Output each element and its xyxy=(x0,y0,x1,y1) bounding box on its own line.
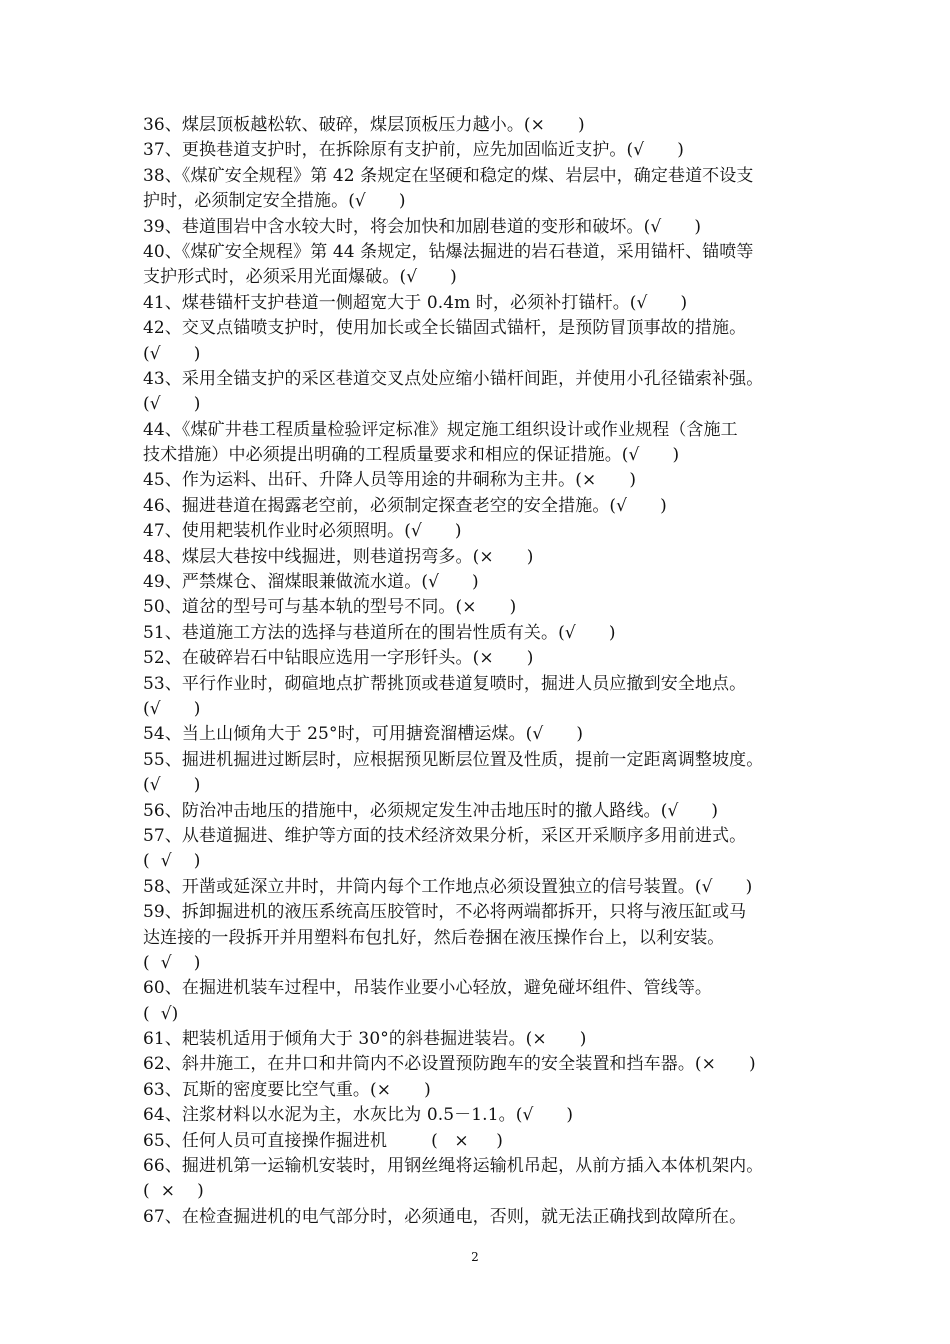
text-line: 达连接的一段拆开并用塑料布包扎好，然后卷捆在液压操作台上，以利安装。 xyxy=(143,927,725,948)
text-line: 49、严禁煤仓、溜煤眼兼做流水道。(√ ) xyxy=(143,572,479,593)
text-line: ( √ ) xyxy=(143,851,201,872)
text-line: ( √) xyxy=(143,1003,179,1024)
text-line: 64、注浆材料以水泥为主，水灰比为 0.5－1.1。(√ ) xyxy=(143,1105,574,1126)
text-line: 58、开凿或延深立井时，井筒内每个工作地点必须设置独立的信号装置。(√ ) xyxy=(143,876,753,897)
text-line: 43、采用全锚支护的采区巷道交叉点处应缩小锚杆间距，并使用小孔径锚索补强。 xyxy=(143,368,764,389)
text-line: (√ ) xyxy=(143,698,201,719)
text-line: (√ ) xyxy=(143,343,201,364)
text-line: 42、交叉点锚喷支护时，使用加长或全长锚固式锚杆，是预防冒顶事故的措施。 xyxy=(143,318,747,339)
text-line: 65、任何人员可直接操作掘进机 ( × ) xyxy=(143,1130,504,1151)
text-line: 48、煤层大巷按中线掘进，则巷道拐弯多。(× ) xyxy=(143,546,534,567)
text-line: 63、瓦斯的密度要比空气重。(× ) xyxy=(143,1079,431,1100)
text-line: 40、《煤矿安全规程》第 44 条规定，钻爆法掘进的岩石巷道，采用锚杆、锚喷等 xyxy=(143,241,754,262)
text-line: 37、更换巷道支护时，在拆除原有支护前，应先加固临近支护。(√ ) xyxy=(143,140,684,161)
text-line: 46、掘进巷道在揭露老空前，必须制定探查老空的安全措施。(√ ) xyxy=(143,495,667,516)
text-line: 52、在破碎岩石中钻眼应选用一字形钎头。(× ) xyxy=(143,648,534,669)
text-line: 66、掘进机第一运输机安装时，用钢丝绳将运输机吊起，从前方插入本体机架内。 xyxy=(143,1156,764,1177)
text-line: 60、在掘进机装车过程中，吊装作业要小心轻放，避免碰坏组件、管线等。 xyxy=(143,978,713,999)
text-line: 45、作为运料、出矸、升降人员等用途的井硐称为主井。(× ) xyxy=(143,470,637,491)
text-line: 支护形式时，必须采用光面爆破。(√ ) xyxy=(143,267,457,288)
text-line: 67、在检查掘进机的电气部分时，必须通电，否则，就无法正确找到故障所在。 xyxy=(143,1206,747,1227)
text-line: 技术措施）中必须提出明确的工程质量要求和相应的保证措施。(√ ) xyxy=(143,445,680,466)
text-line: 50、道岔的型号可与基本轨的型号不同。(× ) xyxy=(143,597,517,618)
text-line: 57、从巷道掘进、维护等方面的技术经济效果分析，采区开采顺序多用前进式。 xyxy=(143,825,747,846)
text-line: 51、巷道施工方法的选择与巷道所在的围岩性质有关。(√ ) xyxy=(143,622,616,643)
text-line: (√ ) xyxy=(143,775,201,796)
text-line: 38、《煤矿安全规程》第 42 条规定在坚硬和稳定的煤、岩层中，确定巷道不设支 xyxy=(143,165,754,186)
text-line: 55、掘进机掘进过断层时，应根据预见断层位置及性质，提前一定距离调整坡度。 xyxy=(143,749,764,770)
text-line: 54、当上山倾角大于 25°时，可用搪瓷溜槽运煤。(√ ) xyxy=(143,724,584,745)
text-line: 47、使用耙装机作业时必须照明。(√ ) xyxy=(143,521,462,542)
text-line: 61、耙装机适用于倾角大于 30°的斜巷掘进装岩。(× ) xyxy=(143,1029,587,1050)
text-line: (√ ) xyxy=(143,394,201,415)
text-line: 36、煤层顶板越松软、破碎，煤层顶板压力越小。(× ) xyxy=(143,115,585,135)
text-line: 53、平行作业时，砌碹地点扩帮挑顶或巷道复喷时，掘进人员应撤到安全地点。 xyxy=(143,673,747,694)
text-line: ( √ ) xyxy=(143,952,201,973)
text-line: 41、煤巷锚杆支护巷道一侧超宽大于 0.4m 时，必须补打锚杆。(√ ) xyxy=(143,292,688,313)
page-number: 2 xyxy=(471,1250,479,1264)
text-line: 56、防治冲击地压的措施中，必须规定发生冲击地压时的撤人路线。(√ ) xyxy=(143,800,719,821)
text-line: ( × ) xyxy=(143,1181,204,1202)
text-line: 护时，必须制定安全措施。(√ ) xyxy=(143,191,406,212)
text-line: 62、斜井施工，在井口和井筒内不必设置预防跑车的安全装置和挡车器。(× ) xyxy=(143,1054,756,1075)
text-line: 59、拆卸掘进机的液压系统高压胶管时，不必将两端都拆开，只将与液压缸或马 xyxy=(143,902,747,923)
question-list xyxy=(143,113,811,1230)
text-line: 39、巷道围岩中含水较大时，将会加快和加剧巷道的变形和破坏。(√ ) xyxy=(143,216,702,237)
text-line: 44、《煤矿井巷工程质量检验评定标准》规定施工组织设计或作业规程（含施工 xyxy=(143,419,738,440)
